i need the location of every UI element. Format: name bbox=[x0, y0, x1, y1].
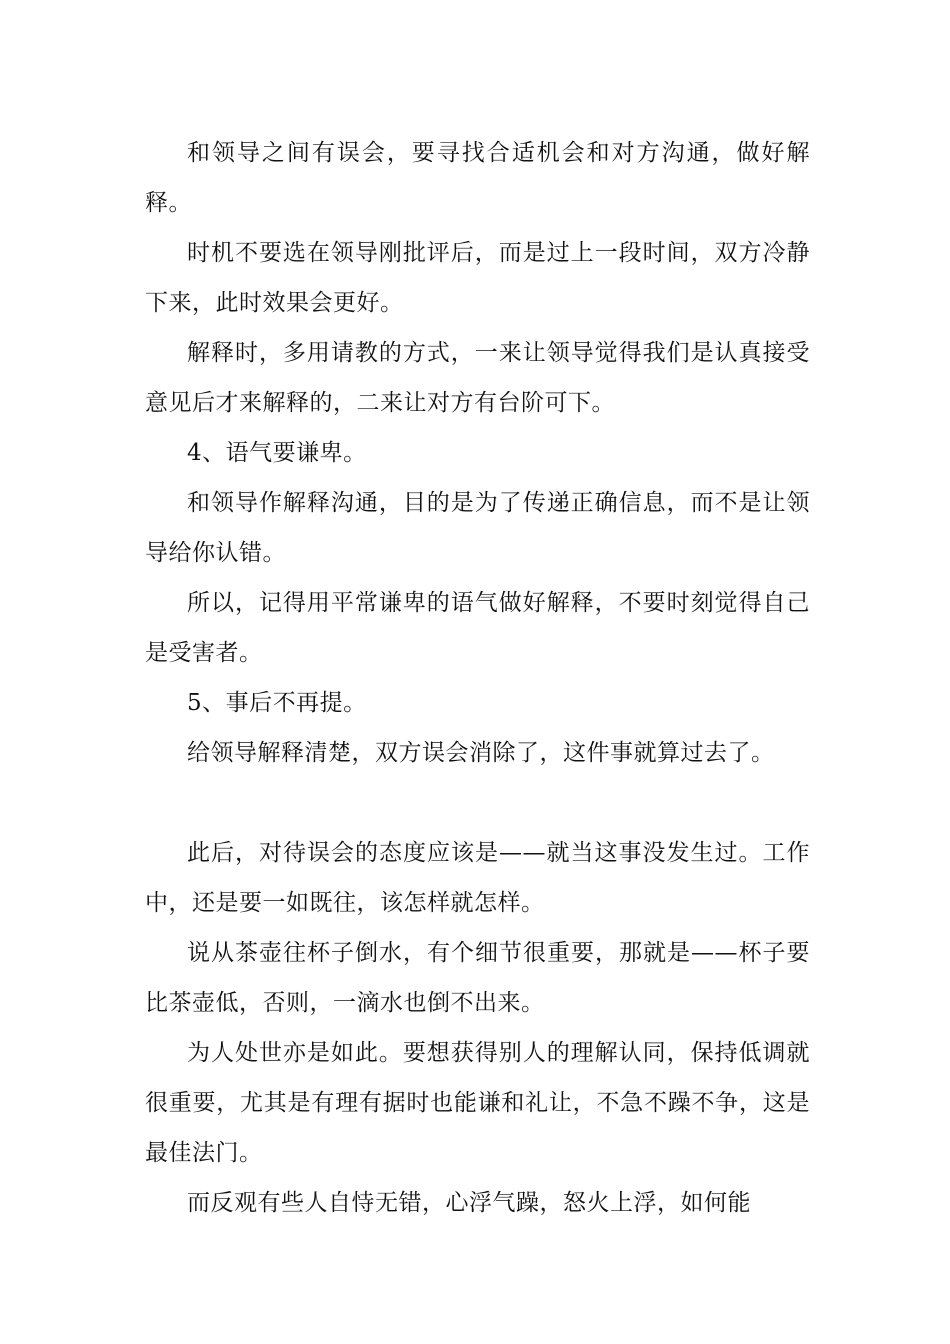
paragraph-resolved: 给领导解释清楚，双方误会消除了，这件事就算过去了。 bbox=[187, 740, 775, 766]
paragraph-explain-method: 解释时，多用请教的方式，一来让领导觉得我们是认真接受意见后才来解释的，二来让对方有台阶可下。 bbox=[145, 340, 810, 416]
paragraph-timing: 时机不要选在领导刚批评后，而是过上一段时间，双方冷静下来，此时效果会更好。 bbox=[145, 240, 810, 316]
paragraph-misunderstanding: 和领导之间有误会，要寻找合适机会和对方沟通，做好解释。 bbox=[145, 140, 810, 216]
paragraph-low-profile: 为人处世亦是如此。要想获得别人的理解认同，保持低调就很重要，尤其是有理有据时也能谦和礼让，不急不躁不争，这是最佳法门。 bbox=[145, 1040, 810, 1166]
heading-no-mention-after: 5、事后不再提。 bbox=[187, 690, 367, 716]
paragraph-purpose: 和领导作解释沟通，目的是为了传递正确信息，而不是让领导给你认错。 bbox=[145, 490, 810, 566]
heading-tone-humble: 4、语气要谦卑。 bbox=[187, 440, 367, 466]
paragraph-afterwards: 此后，对待误会的态度应该是——就当这事没发生过。工作中，还是要一如既往，该怎样就怎样。 bbox=[145, 840, 810, 916]
paragraph-contrast: 而反观有些人自恃无错，心浮气躁，怒火上浮，如何能 bbox=[187, 1190, 751, 1216]
paragraph-humble-tone: 所以，记得用平常谦卑的语气做好解释，不要时刻觉得自己是受害者。 bbox=[145, 590, 810, 666]
paragraph-teapot: 说从茶壶往杯子倒水，有个细节很重要，那就是——杯子要比茶壶低，否则，一滴水也倒不出来。 bbox=[145, 940, 810, 1016]
